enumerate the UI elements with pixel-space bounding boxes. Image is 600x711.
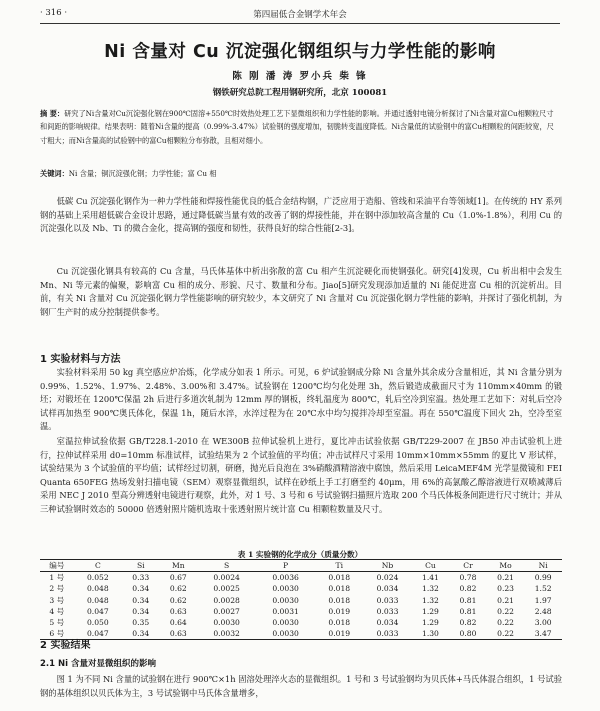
table-cell: 0.0025	[213, 584, 240, 594]
table-cell: 1.30	[421, 629, 439, 639]
col-header-mo: Mo	[499, 561, 512, 571]
table-cell: 0.23	[497, 584, 515, 594]
table-cell: 0.018	[328, 584, 351, 594]
col-header-ni: Ni	[538, 561, 548, 571]
table-cell: 0.0031	[272, 606, 299, 616]
table-cell: 0.0030	[272, 618, 299, 628]
table-cell: 3.47	[534, 629, 552, 639]
col-header-c: C	[94, 561, 101, 571]
intro-paragraph-1: 低碳 Cu 沉淀强化钢作为一种力学性能和焊接性能优良的低合金结构钢，广泛应用于造船、管线和采油平台等领域[1]。在传统的 HY 系列钢的基础上采用超低碳合金设计思路，通过降低碳当量有效的改善了钢的焊接性能，并在钢中添加较高含量的 Cu（1.0%-1.8%），利用 Cu 的沉淀强化以及 Nb、Ti 的微合金化，提高钢的强度和韧性，获得良好的综合性能[2-3]。	[40, 196, 562, 234]
affiliation: 钢铁研究总院工程用钢研究所，北京 100081	[212, 88, 388, 98]
table-cell: 0.048	[86, 595, 109, 605]
authors: 陈 刚 潘 涛 罗小兵 柴 锋	[232, 71, 368, 82]
paper-title: Ni 含量对 Cu 沉淀强化钢组织与力学性能的影响	[104, 42, 496, 62]
table-cell: 1.41	[421, 573, 439, 583]
table-cell: 0.64	[169, 618, 187, 628]
table-cell: 0.019	[328, 629, 351, 639]
table-cell: 0.018	[328, 618, 351, 628]
abstract	[40, 107, 560, 147]
col-header-cu: Cu	[425, 561, 436, 571]
table-cell: 0.63	[169, 629, 187, 639]
table-cell: 0.81	[459, 595, 477, 605]
table-cell: 0.21	[497, 595, 515, 605]
col-header-cr: Cr	[463, 561, 473, 571]
col-header-ti: Ti	[335, 561, 343, 571]
table-cell: 1.32	[421, 584, 439, 594]
table-cell: 1.32	[421, 595, 439, 605]
table-cell: 0.018	[328, 595, 351, 605]
table-cell: 0.82	[459, 584, 477, 594]
table-cell: 0.019	[328, 606, 351, 616]
table-cell: 0.82	[459, 618, 477, 628]
table-cell: 0.34	[132, 606, 150, 616]
col-header-si: Si	[136, 561, 145, 571]
table-cell: 0.0036	[272, 573, 299, 583]
section-1-paragraph-2: 室温拉伸试验依据 GB/T228.1-2010 在 WE300B 拉伸试验机上进行，夏比冲击试验依据 GB/T229-2007 在 JB50 冲击试验机上进行，拉伸试样采用 d0=10mm 标准试样，试验结果为 2 个试验值的平均值；冲击试样尺寸采用 10mm×10mm×55mm 的夏比 V 形试样，试验结果为 3 个试验值的平均值；试样经过切割，研磨，抛光后良泡在 3%硝酸酒精溶液中腐蚀，然后采用 LeicaMEF4M 光学显微镜和 FEI Quanta 650FEG 热场发射扫描电镜（SEM）观察显微组织，试样在砂纸上手工打磨至约 40μm，用 6%的高氯酸乙醇溶液进行双喷减薄后采用 NEC J 2010 型高分辨透射电镜进行观察，此外，对 1 号、3 号和 6 号试验钢扫描照片选取 200 个马氏体板条间距进行尺寸统计；并从三种试验钢时效态的 50000 倍透射照片随机选取十张透射照片统计富 Cu 相颗粒数量及尺寸。	[40, 436, 562, 514]
col-header-mn: Mn	[171, 561, 185, 571]
table-cell: 0.34	[132, 584, 150, 594]
table-cell: 0.033	[376, 595, 399, 605]
table-cell: 0.80	[459, 629, 477, 639]
table-cell: 0.034	[376, 618, 399, 628]
table-cell: 0.62	[169, 595, 187, 605]
table-cell: 0.050	[86, 618, 109, 628]
table-cell: 0.22	[497, 618, 515, 628]
table-cell: 0.0032	[213, 629, 240, 639]
table-1-composition	[40, 559, 562, 640]
keywords-label: 关键词：	[40, 169, 69, 178]
table-cell: 4 号	[49, 606, 65, 616]
table-cell: 0.033	[376, 629, 399, 639]
running-header	[40, 8, 560, 24]
table-cell: 0.21	[497, 573, 515, 583]
table-cell: 6 号	[49, 629, 65, 639]
intro-paragraph-2: Cu 沉淀强化钢具有较高的 Cu 含量，马氏体基体中析出弥散的富 Cu 相产生沉淀硬化而使钢强化。研究[4]发现，Cu 析出相中会发生 Mn、Ni 等元素的偏聚，影响富 Cu 相的成分、形貌、尺寸、数量和分布。Jiao[5]研究发现添加适量的 Ni 能促进富 Cu 相的沉淀析出。目前，有关 Ni 含量对 Cu 沉淀强化钢力学性能影响的研究较少，本文研究了 Ni 含量对 Cu 沉淀强化钢力学性能的影响，并探讨了强化机制，为钢厂生产时的成分控制提供参考。	[40, 266, 562, 317]
table-cell: 0.047	[86, 629, 109, 639]
table-cell: 1 号	[49, 573, 65, 583]
col-header-s: S	[224, 561, 230, 571]
table-row	[40, 617, 562, 628]
col-header-nb: Nb	[381, 561, 394, 571]
table-header-row	[40, 560, 562, 572]
table-cell: 0.0030	[272, 629, 299, 639]
table-cell: 3.00	[534, 618, 552, 628]
table-cell: 1.97	[534, 595, 552, 605]
table-row	[40, 583, 562, 594]
table-cell: 0.034	[376, 584, 399, 594]
table-cell: 0.35	[132, 618, 150, 628]
table-cell: 0.0027	[213, 606, 240, 616]
table-cell: 0.78	[459, 573, 477, 583]
table-1-caption: 表 1 实验钢的化学成分（质量分数）	[237, 550, 363, 559]
table-row	[40, 572, 562, 584]
col-header-id: 编号	[49, 561, 65, 571]
table-cell: 0.033	[376, 606, 399, 616]
table-cell: 0.0030	[272, 584, 299, 594]
col-header-p: P	[283, 561, 289, 571]
table-cell: 0.0024	[213, 573, 240, 583]
keywords	[40, 169, 560, 179]
conference-name: 第四届低合金钢学术年会	[253, 10, 347, 20]
abstract-text: 研究了Ni含量对Cu沉淀强化钢在900℃固溶+550℃时效热处理工艺下显微组织和力学性能的影响。并通过透射电镜分析探讨了Ni含量对富Cu相颗粒尺寸和间距的影响规律。结果表明：随着Ni含量的提高（0.99%-3.47%）试验钢的强度增加，韧脆转变温度降低。Ni含量低的试验钢中的富Cu相颗粒的间距较宽，尺寸粗大；而Ni含量高的试验钢中的富Cu相颗粒分布弥散，且相对细小。	[40, 109, 554, 145]
table-cell: 0.81	[459, 606, 477, 616]
table-row	[40, 595, 562, 606]
table-cell: 0.0030	[213, 618, 240, 628]
table-cell: 0.0028	[213, 595, 240, 605]
abstract-label: 摘 要：	[40, 109, 65, 118]
table-cell: 0.67	[169, 573, 187, 583]
table-cell: 1.52	[534, 584, 552, 594]
page-number: · 316 ·	[40, 8, 68, 18]
table-cell: 0.018	[328, 573, 351, 583]
table-row	[40, 606, 562, 617]
section-2-heading: 2 实验结果	[40, 640, 91, 651]
table-cell: 0.052	[86, 573, 109, 583]
table-cell: 0.33	[132, 573, 150, 583]
table-cell: 0.048	[86, 584, 109, 594]
table-cell: 0.0030	[272, 595, 299, 605]
table-cell: 2 号	[49, 584, 65, 594]
table-cell: 0.34	[132, 629, 150, 639]
table-cell: 0.22	[497, 629, 515, 639]
table-cell: 5 号	[49, 618, 65, 628]
section-2-paragraph-1: 图 1 为不同 Ni 含量的试验钢在进行 900℃×1h 固溶处理淬火态的显微组织。1 号和 3 号试验钢均为贝氏体+马氏体混合组织，1 号试验钢的基体组织以贝氏体为主，3 号试验钢中马氏体含量增多，	[40, 674, 562, 698]
table-cell: 0.024	[376, 573, 399, 583]
table-cell: 0.62	[169, 584, 187, 594]
table-cell: 0.99	[534, 573, 552, 583]
table-cell: 0.22	[497, 606, 515, 616]
keywords-text: Ni 含量；铜沉淀强化钢；力学性能；富 Cu 相	[68, 169, 217, 178]
table-cell: 1.29	[421, 618, 439, 628]
table-cell: 1.29	[421, 606, 439, 616]
table-cell: 0.34	[132, 595, 150, 605]
table-row	[40, 628, 562, 640]
table-cell: 0.047	[86, 606, 109, 616]
table-cell: 0.63	[169, 606, 187, 616]
section-1-heading: 1 实验材料与方法	[40, 354, 121, 365]
header-rule	[40, 23, 560, 24]
table-cell: 2.48	[534, 606, 552, 616]
table-cell: 3 号	[49, 595, 65, 605]
section-1-paragraph-1: 实验材料采用 50 kg 真空感应炉冶炼，化学成分如表 1 所示。可见，6 炉试验钢成分除 Ni 含量外其余成分含量相近，其 Ni 含量分别为 0.99%、1.52%、1.97%、2.48%、3.00%和 3.47%。试验钢在 1200℃均匀化处理 3h，然后锻造成截面尺寸为 110mm×40mm 的锻坯；对锻坯在 1200℃保温 2h 后进行多道次轧制为 12mm 厚的钢板，终轧温度为 800℃，轧后空冷到室温。热处理工艺如下：对轧后空冷试样再加热至 900℃奥氏体化，保温 1h，随后水淬，水淬过程为在 20℃水中均匀搅拌冷却至室温。再在 550℃温度下回火 2h，空冷至室温。	[40, 367, 562, 432]
section-2-1-heading: 2.1 Ni 含量对显微组织的影响	[40, 659, 157, 669]
